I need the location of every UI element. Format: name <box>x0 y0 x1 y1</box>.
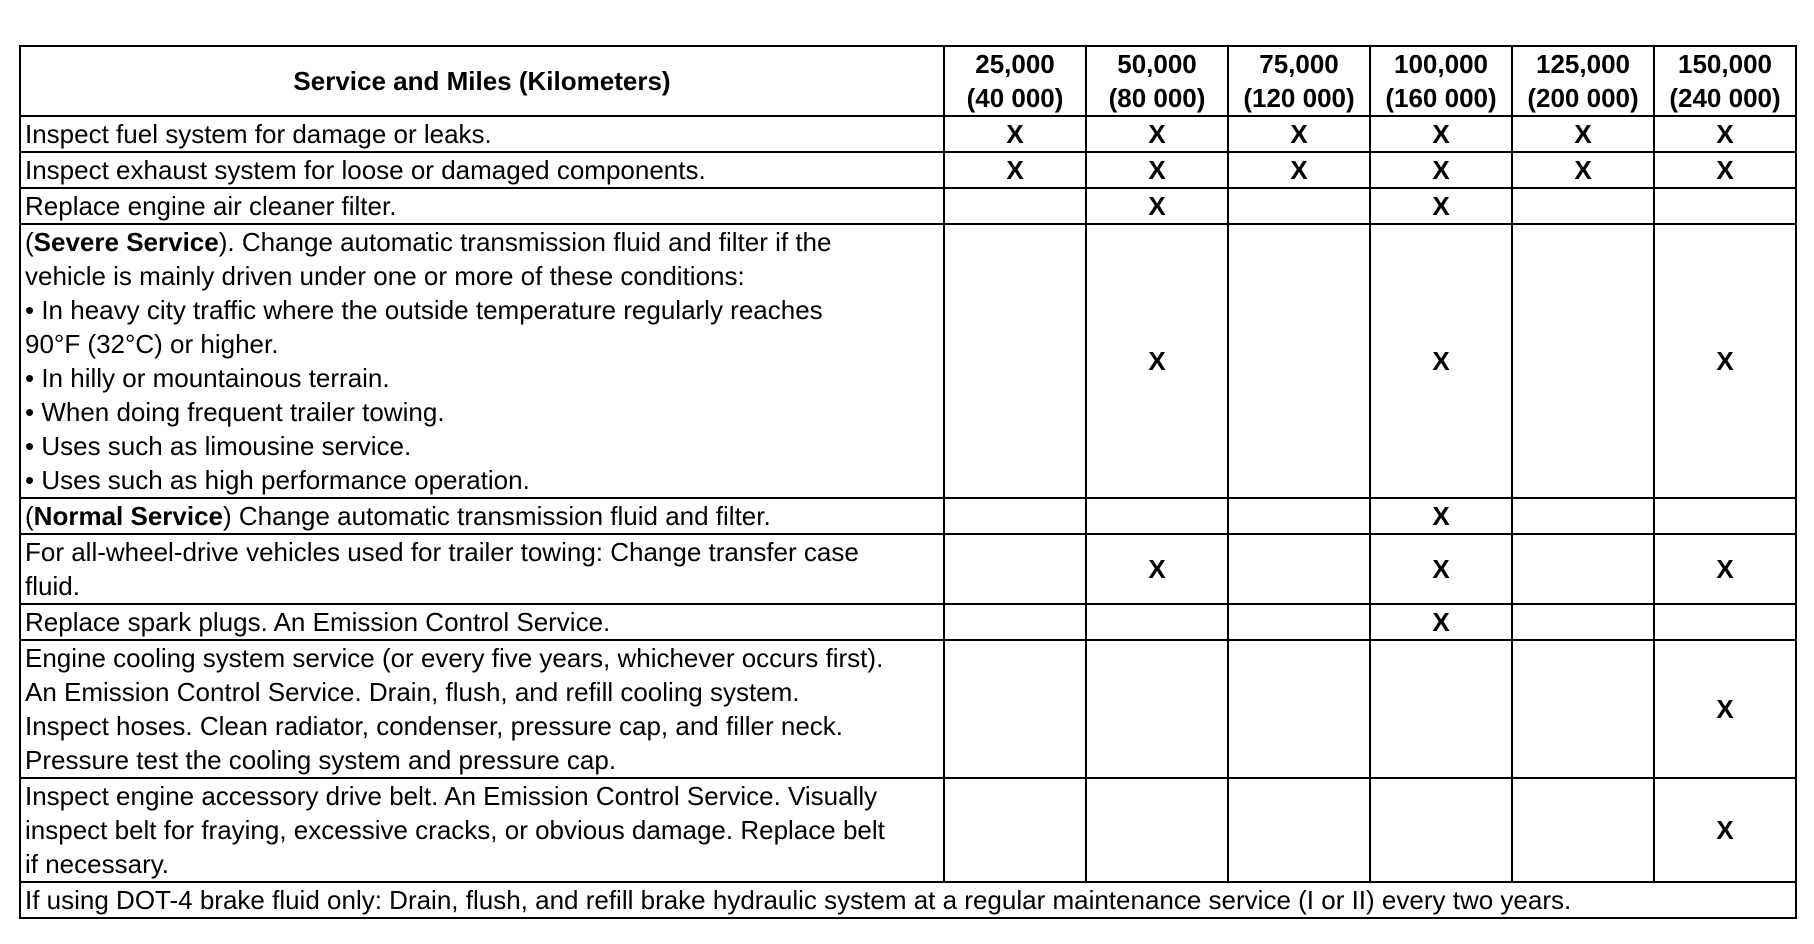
interval-mark <box>1512 534 1654 604</box>
interval-mark <box>1512 778 1654 882</box>
interval-mark <box>1370 640 1512 778</box>
service-description: Replace spark plugs. An Emission Control Service. <box>20 604 944 640</box>
interval-mark <box>1228 778 1370 882</box>
interval-mark: X <box>1654 640 1796 778</box>
maintenance-schedule-table <box>19 45 1797 919</box>
interval-mark <box>1654 604 1796 640</box>
interval-mark <box>944 604 1086 640</box>
interval-mark <box>1228 640 1370 778</box>
service-description: (Normal Service) Change automatic transmission fluid and filter. <box>20 498 944 534</box>
interval-mark: X <box>1228 152 1370 188</box>
interval-mark: X <box>1654 116 1796 152</box>
interval-mark: X <box>1654 534 1796 604</box>
interval-header: 125,000 (200 000) <box>1512 46 1654 116</box>
interval-mark: X <box>944 152 1086 188</box>
interval-mark <box>1512 604 1654 640</box>
table-row <box>20 498 1796 534</box>
interval-mark <box>1370 778 1512 882</box>
service-description: Engine cooling system service (or every five years, whichever occurs first). An Emission Control Service. Drain, flush, and refill cooling system. Inspect hoses. Clean radiator, condenser, pressure cap, and filler neck. Pressure test the cooling system and pressure cap. <box>20 640 944 778</box>
footer-row <box>20 882 1796 918</box>
normal-service-label: Normal Service <box>33 501 223 531</box>
interval-mark: X <box>1370 116 1512 152</box>
interval-mark: X <box>1086 116 1228 152</box>
interval-mark <box>1512 640 1654 778</box>
service-description: For all-wheel-drive vehicles used for trailer towing: Change transfer case fluid. <box>20 534 944 604</box>
interval-mark <box>944 498 1086 534</box>
interval-mark: X <box>944 116 1086 152</box>
service-description: Inspect engine accessory drive belt. An Emission Control Service. Visually inspect belt for fraying, excessive cracks, or obvious damage. Replace belt if necessary. <box>20 778 944 882</box>
interval-mark <box>944 534 1086 604</box>
interval-mark <box>1086 498 1228 534</box>
service-description: Replace engine air cleaner filter. <box>20 188 944 224</box>
interval-mark <box>1512 498 1654 534</box>
interval-mark: X <box>1654 152 1796 188</box>
service-description: Inspect exhaust system for loose or damaged components. <box>20 152 944 188</box>
service-header: Service and Miles (Kilometers) <box>20 46 944 116</box>
service-description: (Severe Service). Change automatic transmission fluid and filter if the vehicle is mainly driven under one or more of these conditions: • In heavy city traffic where the outside temperature regularly reaches 90°F (32°C) or higher. • In hilly or mountainous terrain. • When doing frequent trailer towing. • Uses such as limousine service. • Uses such as high performance operation. <box>20 224 944 498</box>
interval-mark: X <box>1370 188 1512 224</box>
interval-mark <box>1228 224 1370 498</box>
interval-mark: X <box>1654 778 1796 882</box>
interval-mark <box>1228 604 1370 640</box>
interval-mark: X <box>1086 152 1228 188</box>
interval-mark: X <box>1086 188 1228 224</box>
interval-mark: X <box>1370 152 1512 188</box>
table-row <box>20 224 1796 498</box>
interval-mark <box>944 640 1086 778</box>
interval-mark: X <box>1512 116 1654 152</box>
interval-header: 50,000 (80 000) <box>1086 46 1228 116</box>
interval-mark <box>1086 604 1228 640</box>
interval-mark: X <box>1370 498 1512 534</box>
service-description: Inspect fuel system for damage or leaks. <box>20 116 944 152</box>
interval-mark: X <box>1086 224 1228 498</box>
interval-mark <box>1086 778 1228 882</box>
table-row <box>20 534 1796 604</box>
interval-mark <box>1654 498 1796 534</box>
interval-mark: X <box>1228 116 1370 152</box>
table-row <box>20 188 1796 224</box>
table-row <box>20 604 1796 640</box>
interval-mark: X <box>1370 224 1512 498</box>
interval-mark: X <box>1370 604 1512 640</box>
interval-mark <box>944 188 1086 224</box>
interval-header: 25,000 (40 000) <box>944 46 1086 116</box>
interval-mark: X <box>1370 534 1512 604</box>
interval-mark: X <box>1654 224 1796 498</box>
interval-mark: X <box>1086 534 1228 604</box>
table-row <box>20 152 1796 188</box>
interval-mark <box>1512 188 1654 224</box>
interval-mark <box>1086 640 1228 778</box>
brake-fluid-note: If using DOT-4 brake fluid only: Drain, flush, and refill brake hydraulic system at a regular maintenance service (I or II) every two years. <box>20 882 1796 918</box>
interval-mark <box>1228 498 1370 534</box>
interval-mark <box>1228 534 1370 604</box>
interval-mark <box>944 778 1086 882</box>
interval-mark: X <box>1512 152 1654 188</box>
table-row <box>20 116 1796 152</box>
interval-mark <box>1654 188 1796 224</box>
interval-mark <box>1228 188 1370 224</box>
table-row <box>20 778 1796 882</box>
interval-header: 75,000 (120 000) <box>1228 46 1370 116</box>
interval-header: 150,000 (240 000) <box>1654 46 1796 116</box>
interval-mark <box>944 224 1086 498</box>
interval-header: 100,000 (160 000) <box>1370 46 1512 116</box>
header-row <box>20 46 1796 116</box>
severe-service-label: Severe Service <box>33 227 219 257</box>
table-row <box>20 640 1796 778</box>
interval-mark <box>1512 224 1654 498</box>
